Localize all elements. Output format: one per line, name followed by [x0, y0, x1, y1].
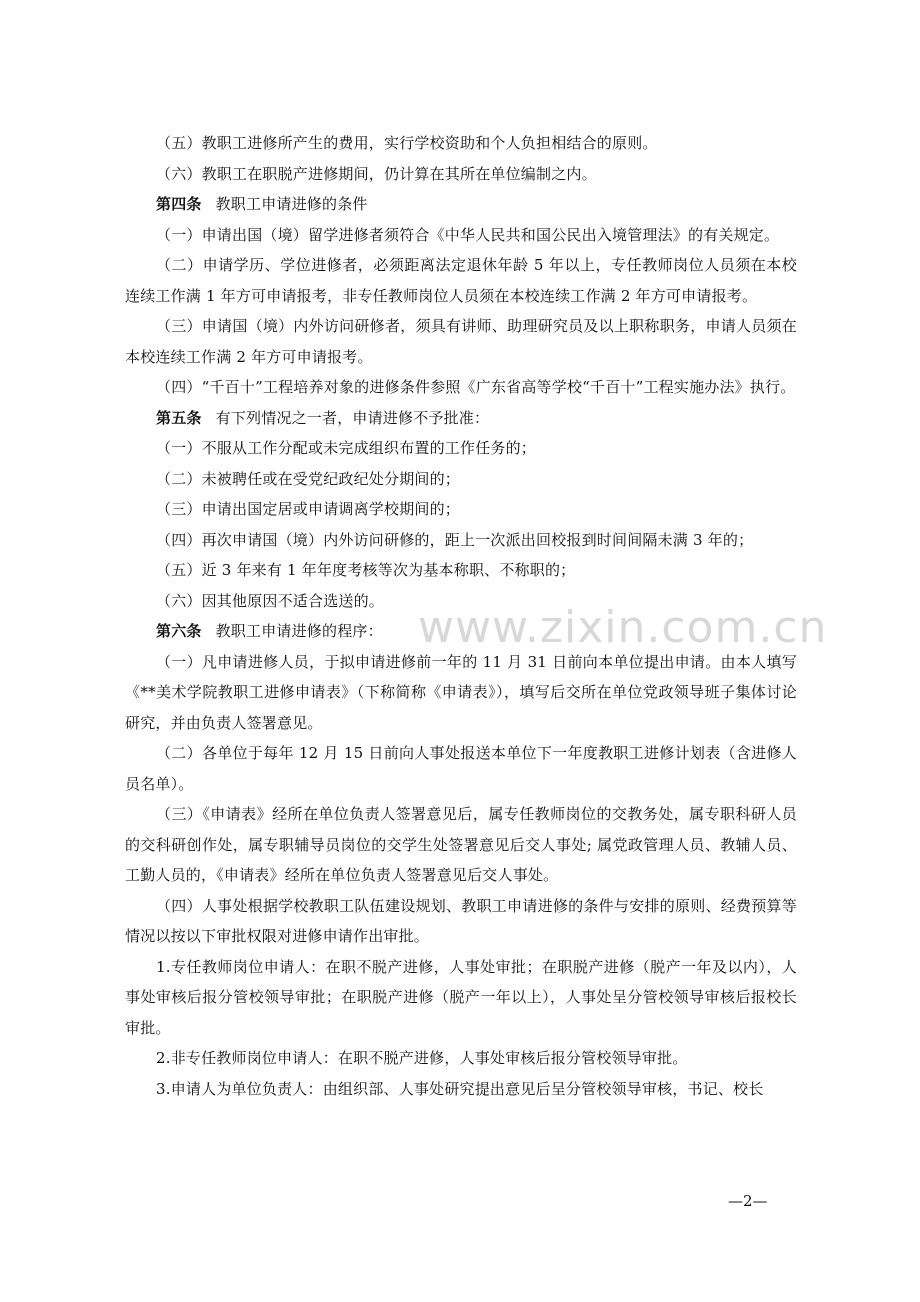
paragraph: （一）不服从工作分配或未完成组织布置的工作任务的；: [156, 439, 537, 457]
paragraph: （一）申请出国（境）留学进修者须符合《中华人民共和国公民出入境管理法》的有关规定。: [156, 225, 780, 244]
paragraph: （六）教职工在职脱产进修期间，仍计算在其所在单位编制之内。: [156, 164, 597, 183]
paragraph: 3.申请人为单位负责人：由组织部、人事处研究提出意见后呈分管校领导审核，书记、校长: [156, 1079, 764, 1098]
paragraph: （二）未被聘任或在受党纪政纪处分期间的；: [156, 469, 461, 488]
article-heading: [125, 403, 797, 434]
paragraph: （五）教职工进修所产生的费用，实行学校资助和个人负担相结合的原则。: [156, 134, 658, 152]
paragraph: （六）因其他原因不适合选送的。: [156, 591, 385, 610]
paragraph: 1.专任教师岗位申请人：在职不脱产进修，人事处审批；在职脱产进修（脱产一年及以内），人事处审核后报分管校领导审批；在职脱产进修（脱产一年以上），人事处呈分管校领导审核后报校长审批。: [125, 957, 797, 1037]
paragraph: （一）凡申请进修人员，于拟申请进修前一年的 11 月 31 日前向本单位提出申请。由本人填写《**美术学院教职工进修申请表》（下称简称《申请表》），填写后交所在单位党政领导班子集体讨论研究，并由负责人签署意见。: [125, 652, 797, 732]
document-body: [125, 128, 797, 1104]
paragraph: （三）《申请表》经所在单位负责人签署意见后，属专任教师岗位的交教务处，属专职科研人员的交科研创作处，属专职辅导员岗位的交学生处签署意见后交人事处; 属党政管理人员、教辅人员、工勤人员的，《申请表》经所在单位负责人签署意见后交人事处。: [125, 805, 797, 884]
paragraph: （五）近 3 年来有 1 年年度考核等次为基本称职、不称职的；: [156, 561, 576, 579]
article-label: 第六条: [156, 622, 202, 640]
paragraph: （四）“千百十”工程培养对象的进修条件参照《广东省高等学校“千百十”工程实施办法》执行。: [156, 378, 796, 396]
article-title: 有下列情况之一者，申请进修不予批准：: [215, 408, 490, 427]
article-label: 第五条: [156, 408, 202, 427]
paragraph: （四）再次申请国（境）内外访问研修的，距上一次派出回校报到时间间隔未满 3 年的；: [156, 530, 754, 549]
paragraph: （二）申请学历、学位进修者，必须距离法定退休年龄 5 年以上，专任教师岗位人员须在本校连续工作满 1 年方可申请报考，非专任教师岗位人员须在本校连续工作满 2 年方可申请报考。: [125, 256, 797, 305]
watermark: www.zixin.com.cn: [418, 602, 828, 653]
article-heading: [125, 189, 797, 220]
paragraph: （三）申请国（境）内外访问研修者，须具有讲师、助理研究员及以上职称职务，申请人员须在本校连续工作满 2 年方可申请报考。: [125, 317, 797, 366]
article-title: 教职工申请进修的条件: [215, 195, 368, 213]
paragraph: （四）人事处根据学校教职工队伍建设规划、教职工申请进修的条件与安排的原则、经费预算等情况以按以下审批权限对进修申请作出审批。: [125, 896, 797, 945]
article-title: 教职工申请进修的程序：: [215, 622, 383, 640]
paragraph: （二）各单位于每年 12 月 15 日前向人事处报送本单位下一年度教职工进修计划表（含进修人员名单）。: [125, 744, 797, 793]
article-heading: [125, 616, 797, 647]
paragraph: （三）申请出国定居或申请调离学校期间的；: [156, 500, 461, 518]
page-number: —2—: [728, 1192, 768, 1210]
article-label: 第四条: [156, 195, 202, 213]
paragraph: 2.非专任教师岗位申请人：在职不脱产进修，人事处审核后报分管校领导审批。: [156, 1049, 688, 1067]
